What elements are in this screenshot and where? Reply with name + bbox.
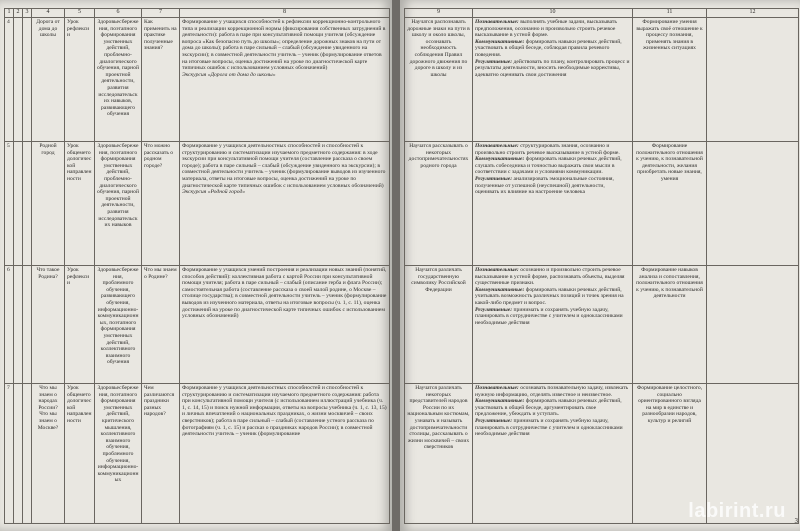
uud-cell xyxy=(473,384,633,524)
regulatory-label: Регулятивные: xyxy=(475,175,513,182)
table-row xyxy=(405,142,799,266)
col-num: 8 xyxy=(180,9,390,18)
activity-cell xyxy=(180,384,390,524)
activity-text: Формирование у учащихся умений построения и реализации новых знаний (понятий, способов действий): коллективная работа с картой России при консультативной помощи учителя; работа в паре сильный – слабый (описание герба и флага России); самостоятельная работа (составление рассказа о своей малой родине, о Москве – столице государства); в совместной деятельности учитель – ученик (формулирование выводов из изученного материала, ответы на итоговые вопросы (ч. 1, с. 11), оценка достижений на уроке по диагностической карте типичных ошибок с использованием условных обозначений) xyxy=(182,267,387,320)
col-num: 12 xyxy=(707,9,799,18)
excursion-note: Экскурсия «Дорога от дома до школы» xyxy=(182,71,276,78)
subject-results: Научатся различать государственную символику Российской Федерации xyxy=(405,266,473,384)
lesson-type: Урок общеметодологической направленности xyxy=(65,142,95,266)
personal-results: Формирование навыков анализа и сопоставления, положительного отношения к учению, к познавательной деятельности xyxy=(633,266,707,384)
table-row xyxy=(5,18,390,142)
communicative-text: формировать навыки речевых действий, участвовать в общей беседе, аргументировать свое предложение, убеждать и уступать. xyxy=(475,398,622,418)
table-row xyxy=(405,266,799,384)
activity-cell xyxy=(180,266,390,384)
page-number: 3 xyxy=(794,517,798,525)
lesson-number: 4 xyxy=(5,18,14,142)
cognitive-label: Познавательные: xyxy=(475,143,519,149)
cognitive-text: осознавать познавательную задачу, извлекать нужную информацию, отделять известное и неизвестное. xyxy=(475,385,629,398)
activity-cell xyxy=(180,142,390,266)
activity-text: Формирование у учащихся способностей к рефлексии коррекционно-контрольного типа и реализации коррекционной нормы (фиксирования собственных затруднений в деятельности): работа в паре при консультативной помощи учителя (обсуждение вопроса «Как безопасно путь до школы»; определение дорожных знаков на пути от дома до школы); работа в паре сильный – слабый (обсуждение увиденного на экскурсии); в совместной деятельности учитель – ученик (формулирование ответов на итоговые вопросы, оценка достижений на уроке по диагностической карте типичных ошибок с использованием условных обозначений) xyxy=(182,19,386,72)
lesson-technologies: Здоровьесбережения, поэтапного формирования умственных действий, критического мышления, коллективного взаимного обучения, проблемного обучения, информационно-коммуникационных xyxy=(95,384,142,524)
communicative-text: формировать навыки речевых действий, участвовать в общей беседе, соблюдая правила речевого поведения. xyxy=(475,38,622,58)
col-num: 1 xyxy=(5,9,14,18)
excursion-note: Экскурсия «Родной город» xyxy=(182,189,246,196)
activity-text: Формирование у учащихся деятельностных способностей и способностей к структурированию и систематизации изучаемого предметного содержания: работа при консультативной помощи учителя (с использованием иллюстраций учебника (ч. 1, с. 14, 15) и поиск нужной информации, ответы на вопросы учебника (ч. 1, с. 13, 15) и личных впечатлений о национальных праздниках, о жизни москвичей – своих сверстников); работа в паре сильный – слабый (составление устного рассказа по фотографиям (ч. 1, с. 15) и рассказ о праздниках народов России); в совместной деятельности учитель – ученик (формулирование xyxy=(182,385,387,438)
lesson-type: Урок рефлексии xyxy=(65,18,95,142)
regulatory-text: анализировать эмоциональные состояния, полученные от успешной (неуспешной) деятельности, оценивать их влияние на настроение человека xyxy=(475,175,614,196)
lesson-number: 5 xyxy=(5,142,14,266)
communicative-label: Коммуникативные: xyxy=(475,398,525,405)
col-num: 7 xyxy=(142,9,180,18)
cognitive-text: осознанно и произвольно строить речевое высказывание в устной форме, распознавать объекты, выделяя существенные признаки. xyxy=(475,267,625,287)
lesson-type: Урок общеметодологической направленности xyxy=(65,384,95,524)
table-row xyxy=(5,142,390,266)
col-num: 5 xyxy=(65,9,95,18)
problem-question: Чем различаются праздники разных народов? xyxy=(142,384,180,524)
table-row xyxy=(5,266,390,384)
regulatory-label: Регулятивные: xyxy=(475,417,513,424)
lesson-topic: Родной город xyxy=(32,142,65,266)
right-page xyxy=(400,0,800,531)
col-num: 3 xyxy=(23,9,32,18)
col-num: 9 xyxy=(405,9,473,18)
personal-results: Формирование умения выражать своё отношение к процессу познания, применять знания в жизненных ситуациях xyxy=(633,18,707,142)
col-num: 4 xyxy=(32,9,65,18)
table-row xyxy=(5,384,390,524)
uud-cell xyxy=(473,18,633,142)
lesson-technologies: Здоровьесбережения, поэтапного формирования умственных действий, проблемно-диалогического обучения, парной проектной деятельности, развития исследовательских навыков xyxy=(95,142,142,266)
uud-cell xyxy=(473,266,633,384)
lesson-topic: Что мы знаем о народах России? Что мы знаем о Москве? xyxy=(32,384,65,524)
uud-cell xyxy=(473,142,633,266)
problem-question: Что можно рассказать о родном городе? xyxy=(142,142,180,266)
problem-question: Что мы знаем о Родине? xyxy=(142,266,180,384)
regulatory-text: принимать и сохранять учебную задачу, планировать в сотрудничестве с учителем и одноклассниками необходимые действия xyxy=(475,417,623,438)
lesson-topic: Дорога от дома до школы xyxy=(32,18,65,142)
lesson-type: Урок рефлексии xyxy=(65,266,95,384)
col-num: 6 xyxy=(95,9,142,18)
cognitive-label: Познавательные: xyxy=(475,267,519,273)
communicative-label: Коммуникативные: xyxy=(475,156,525,163)
regulatory-text: действовать по плану, контролировать процесс и результаты деятельности, вносить необходимые коррективы, адекватно оценивать свои достижения xyxy=(475,58,630,78)
activity-cell xyxy=(180,18,390,142)
cognitive-text: выполнять учебные задачи, высказывать предположения, осознанно и произвольно строить речевое высказывание в устной форме. xyxy=(475,19,617,39)
communicative-label: Коммуникативные: xyxy=(475,286,525,293)
lesson-number: 7 xyxy=(5,384,14,524)
communicative-text: формировать навыки речевых действий, учитывать возможность различных позиций и точек зрения на какой-либо предмет и вопрос. xyxy=(475,286,624,306)
subject-results: Научатся рассказывать о некоторых достопримечательностях родного города xyxy=(405,142,473,266)
regulatory-label: Регулятивные: xyxy=(475,58,513,65)
subject-results: Научатся различать некоторых представителей народов России по их национальным костюмам, узнавать и называть достопримечательности столицы, рассказывать о жизни москвичей – своих сверстников xyxy=(405,384,473,524)
cognitive-label: Познавательные: xyxy=(475,385,519,391)
lesson-technologies: Здоровьесбережения, проблемного обучения, развивающего обучения, информационно-коммуникационных, поэтапного формирования умственных действий, коллективного взаимного обучения xyxy=(95,266,142,384)
personal-results: Формирование положительного отношения к учению, к познавательной деятельности, желания приобретать новые знания, умения xyxy=(633,142,707,266)
col-num: 10 xyxy=(473,9,633,18)
problem-question: Как применить на практике полученные знания? xyxy=(142,18,180,142)
cognitive-label: Познавательные: xyxy=(475,19,519,25)
cognitive-text: структурировать знания, осознанно и произвольно строить речевое высказывание в устной форме. xyxy=(475,143,620,156)
lesson-table-right xyxy=(404,8,799,524)
subject-results: Научатся распознавать дорожные знаки на пути в школу и около школы, осознавать необходимость соблюдения Правил дорожного движения по дороге в школу и из школы xyxy=(405,18,473,142)
watermark-logo: labirint.ru xyxy=(688,500,786,522)
lesson-topic: Что такое Родина? xyxy=(32,266,65,384)
communicative-text: формировать навыки речевых действий, слушать собеседника и точностью выражать свои мысли в соответствии с задачами и условиями коммуникации. xyxy=(475,156,622,176)
col-num: 11 xyxy=(633,9,707,18)
table-row xyxy=(405,18,799,142)
lesson-number: 6 xyxy=(5,266,14,384)
lesson-table-left xyxy=(4,8,390,524)
personal-results: Формирование целостного, социально ориентированного взгляда на мир в единстве и разнообразии народов, культур и религий xyxy=(633,384,707,524)
column-number-row xyxy=(5,9,390,18)
col-num: 2 xyxy=(14,9,23,18)
activity-text: Формирование у учащихся деятельностных способностей и способностей к структурированию и систематизации изучаемого предметного содержания: в ходе экскурсии при консультативной помощи учителя (составление рассказа о своем городе); работа в паре сильный – слабый (обсуждение увиденного на экскурсии); в совместной деятельности учитель – ученик (формулирование выводов из изученного материала, ответы на итоговые вопросы, оценка достижений на уроке по диагностической карте типичных ошибок с использованием условных обозначений) xyxy=(182,143,386,189)
regulatory-label: Регулятивные: xyxy=(475,306,513,313)
regulatory-text: принимать и сохранять учебную задачу, планировать в сотрудничестве с учителем и одноклассниками необходимые действия xyxy=(475,306,623,326)
lesson-technologies: Здоровьесбережения, поэтапного формирования умственных действий, проблемно-диалогического обучения, парной проектной деятельности, развития исследовательских навыков, развивающего обучения xyxy=(95,18,142,142)
communicative-label: Коммуникативные: xyxy=(475,38,525,45)
left-page xyxy=(0,0,392,531)
column-number-row xyxy=(405,9,799,18)
